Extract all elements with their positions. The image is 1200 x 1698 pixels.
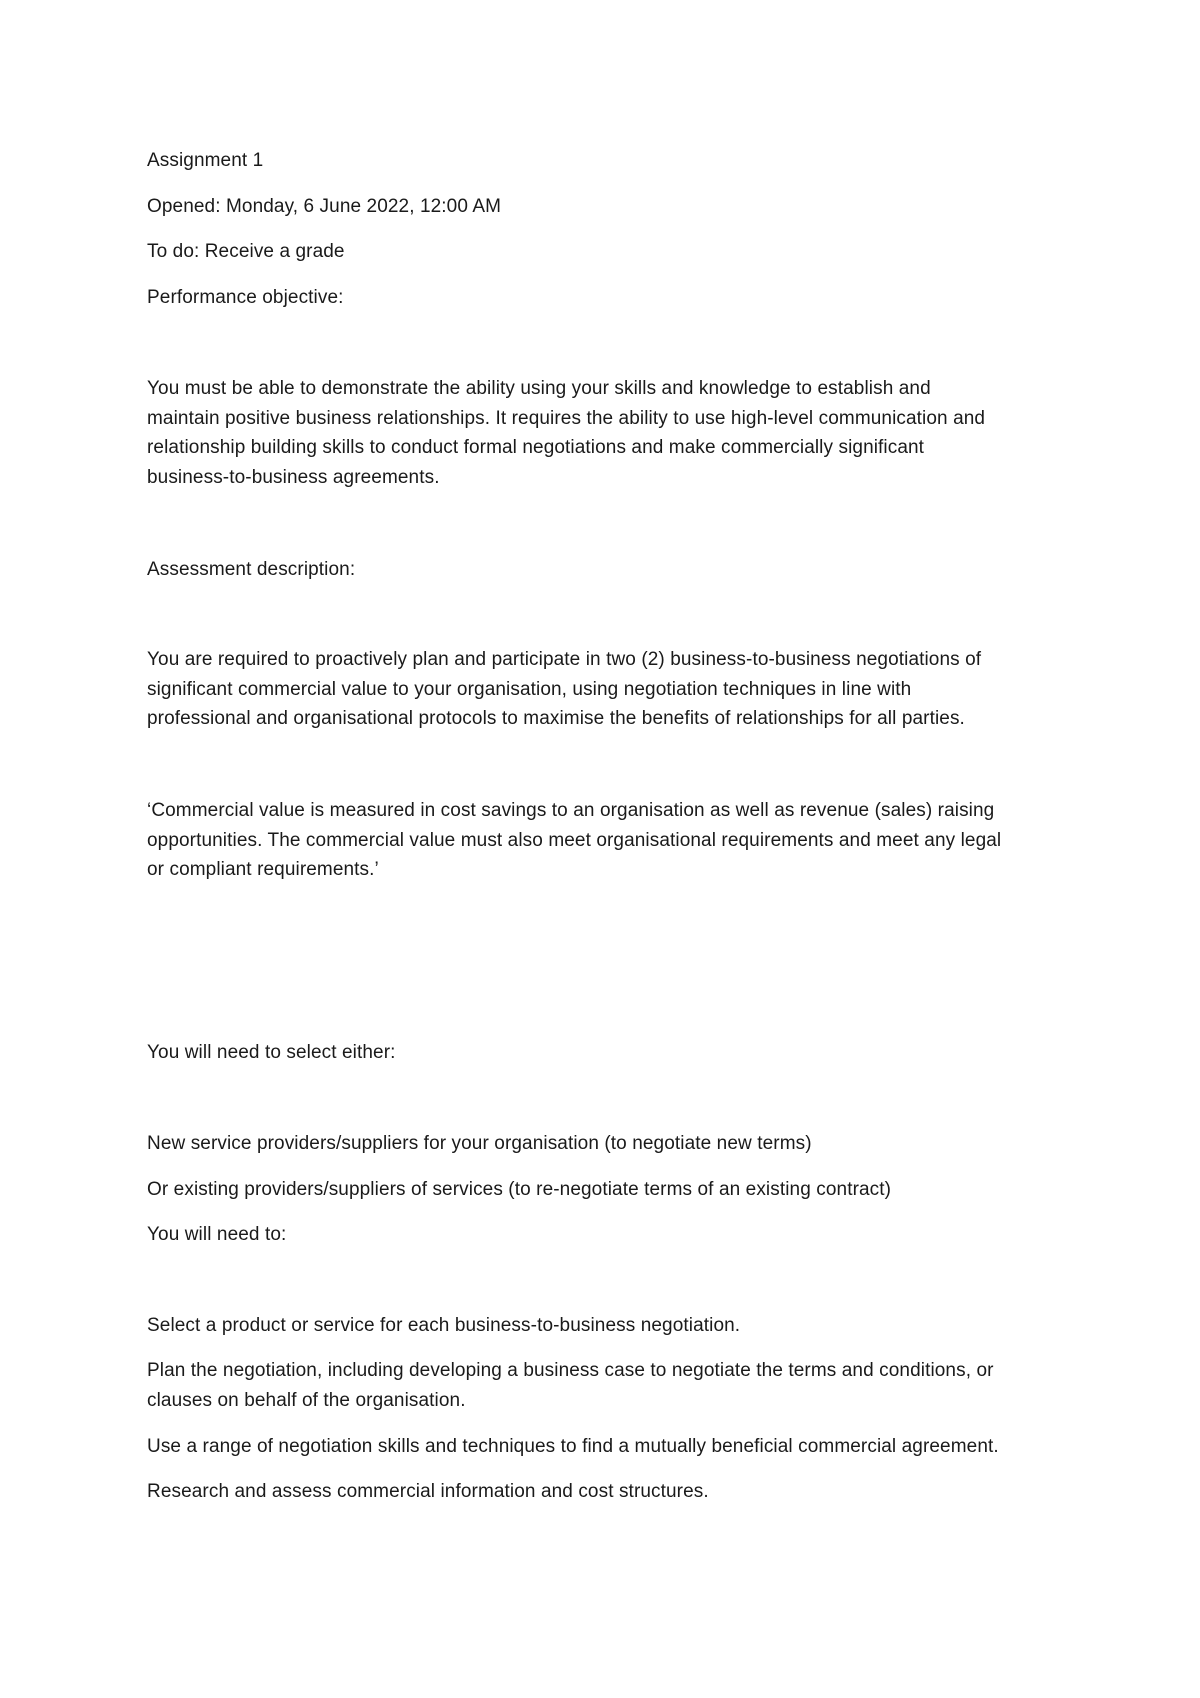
task-use-skills: Use a range of negotiation skills and techniques to find a mutually beneficial commercial agreement. (147, 1436, 999, 1457)
assignment-title: Assignment 1 (147, 150, 264, 171)
option-existing-providers: Or existing providers/suppliers of services (to re-negotiate terms of an existing contract) (147, 1179, 892, 1200)
select-either-heading: You will need to select either: (147, 1042, 396, 1063)
commercial-value-quote (147, 796, 1077, 885)
paragraph-line: significant commercial value to your organisation, using negotiation techniques in line with (147, 678, 912, 700)
assessment-description-heading: Assessment description: (147, 559, 356, 580)
paragraph-line: or compliant requirements.’ (147, 859, 379, 880)
need-to-heading: You will need to: (147, 1224, 287, 1245)
task-select-product: Select a product or service for each business-to-business negotiation. (147, 1315, 741, 1336)
performance-objective-heading: Performance objective: (147, 287, 344, 308)
paragraph-line: professional and organisational protocols to maximise the benefits of relationships for all parties. (147, 708, 965, 729)
option-new-providers: New service providers/suppliers for your organisation (to negotiate new terms) (147, 1133, 812, 1154)
task-research: Research and assess commercial information and cost structures. (147, 1481, 709, 1502)
paragraph-line: Plan the negotiation, including developing a business case to negotiate the terms and conditions, or (147, 1360, 994, 1381)
paragraph-line: clauses on behalf of the organisation. (147, 1389, 466, 1411)
paragraph-line: opportunities. The commercial value must also meet organisational requirements and meet any legal (147, 829, 1002, 851)
paragraph-line: You are required to proactively plan and participate in two (2) business-to-business negotiations of (147, 649, 982, 670)
assessment-description-text (147, 645, 1077, 734)
opened-date: Opened: Monday, 6 June 2022, 12:00 AM (147, 196, 502, 217)
todo-status: To do: Receive a grade (147, 241, 345, 262)
paragraph-line: maintain positive business relationships. It requires the ability to use high-level communication and (147, 407, 986, 429)
paragraph-line: relationship building skills to conduct formal negotiations and make commercially significant (147, 437, 925, 458)
paragraph-line: You must be able to demonstrate the ability using your skills and knowledge to establish and (147, 378, 931, 399)
paragraph-line: business-to-business agreements. (147, 466, 440, 488)
performance-objective-text (147, 374, 1077, 492)
task-plan-negotiation (147, 1356, 1077, 1415)
paragraph-line: ‘Commercial value is measured in cost savings to an organisation as well as revenue (sales) raising (147, 800, 995, 821)
